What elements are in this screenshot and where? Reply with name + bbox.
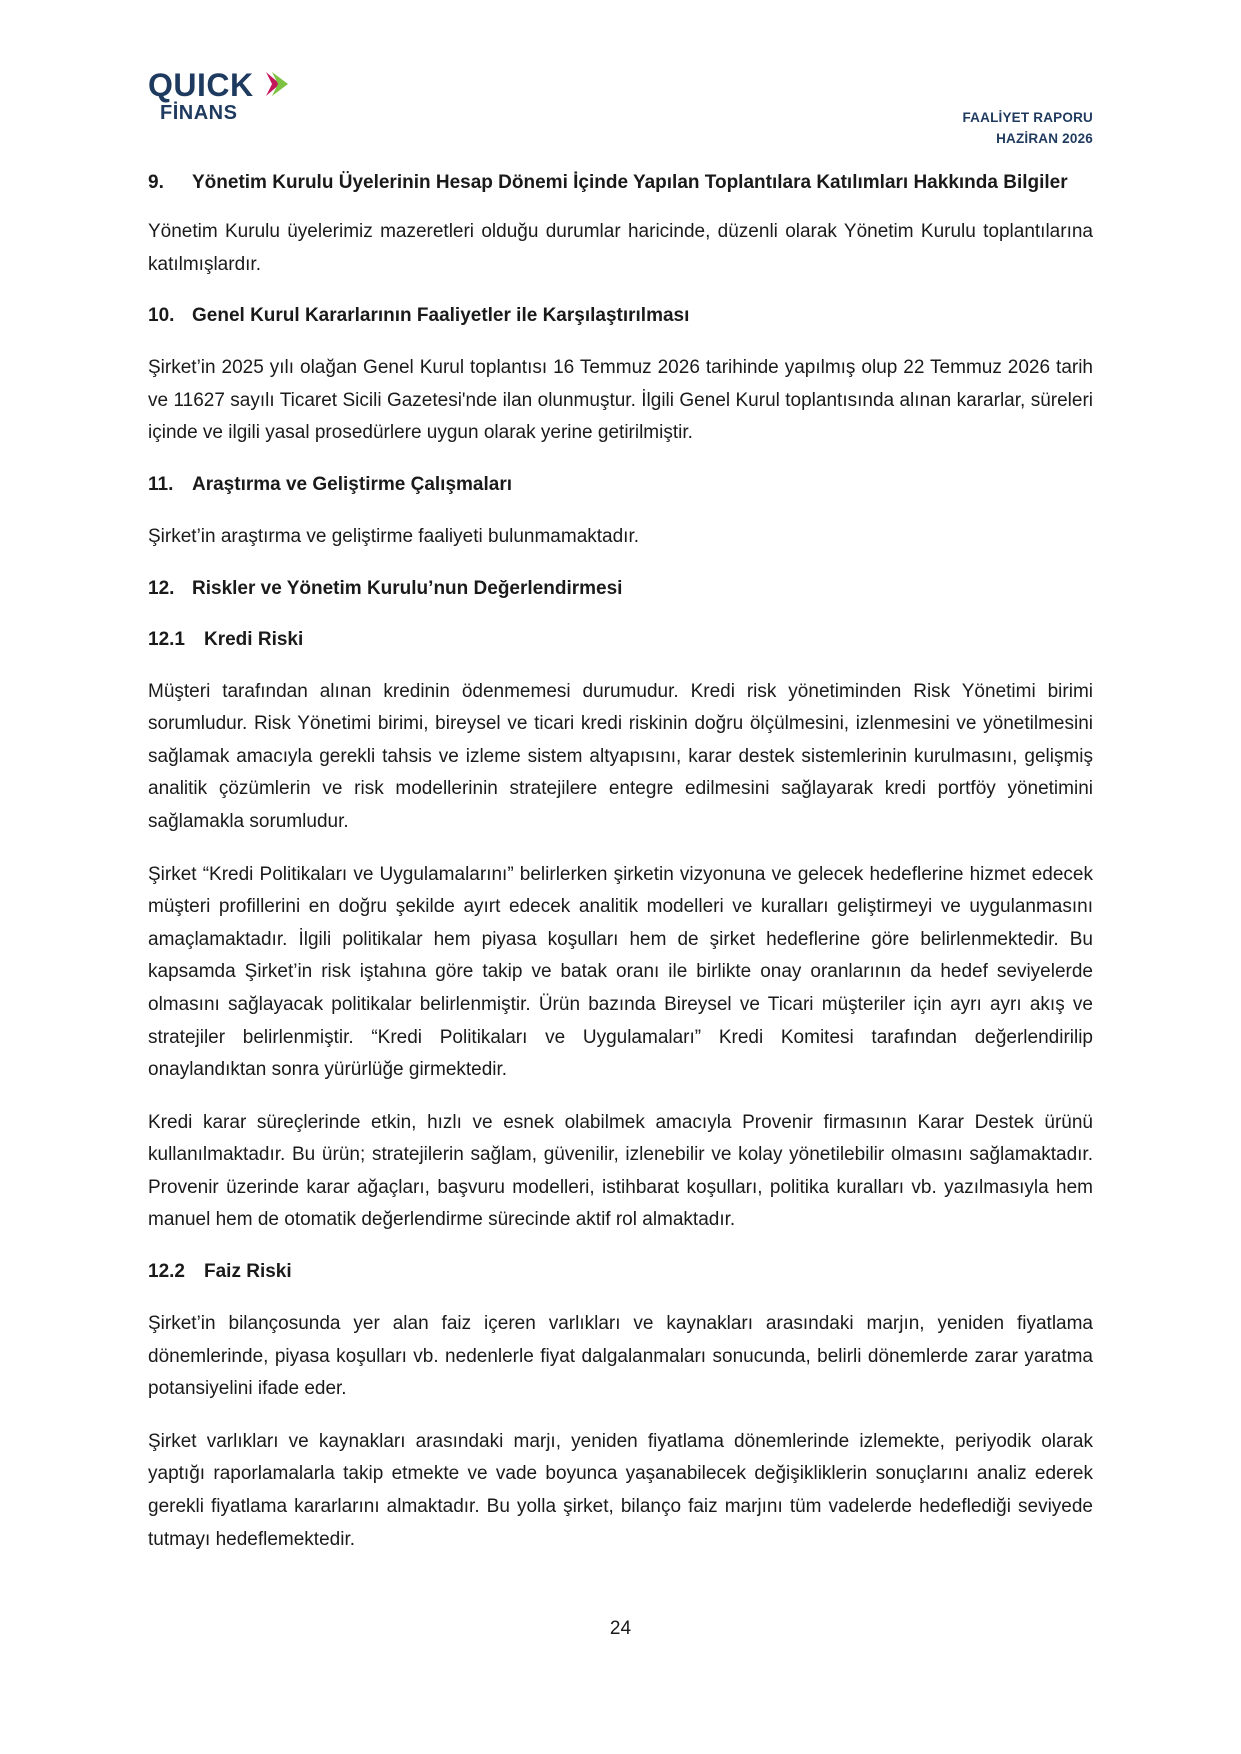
logo-word: QUICK [148, 67, 254, 103]
section-title: Kredi Riski [204, 628, 304, 650]
credit-risk-paragraph-2: Şirket “Kredi Politikaları ve Uygulamalarını” belirlerken şirketin vizyonuna ve gelecek hedeflerine hizmet edecek müşteri profillerini en doğru şekilde ayırt edecek analitik modelleri ve kuralları geliştirmeyi ve uygulanmasını amaçlamaktadır. İlgili politikalar hem piyasa koşulları hem de şirket hedeflerine göre belirlenmektedir. Bu kapsamda Şirket’in risk iştahına göre takip ve batak oranı ile birlikte onay oranlarının da hedef seviyelerde olmasını sağlayacak politikalar belirlenmiştir. Ürün bazında Bireysel ve Ticari müşteriler için ayrı ayrı akış ve stratejiler belirlenmiştir. “Kredi Politikaları ve Uygulamaları” Kredi Komitesi tarafından değerlendirilip onaylandıktan sonra yürürlüğe girmektedir. [148, 863, 1093, 1081]
section-12-heading [148, 574, 1093, 603]
section-number: 9. [148, 172, 164, 193]
report-title: FAALİYET RAPORU [962, 110, 1093, 125]
logo-graphic [148, 66, 298, 128]
section-title: Genel Kurul Kararlarının Faaliyetler ile Karşılaştırılması [192, 305, 690, 327]
credit-risk-paragraph-1: Müşteri tarafından alınan kredinin ödenmemesi durumudur. Kredi risk yönetiminden Risk Yönetimi birimi sorumludur. Risk Yönetimi birimi, bireysel ve ticari kredi riskinin doğru ölçülmesini, izlenmesini ve yönetilmesini sağlamak amacıyla gerekli tahsis ve izleme sistem altyapısını, karar destek sistemlerinin kurulmasını, gelişmiş analitik çözümlerin ve risk modellerinin stratejilere entegre edilmesini sağlayarak kredi portföy yönetimini sağlamakla sorumludur. [148, 680, 1093, 832]
section-10-heading [148, 301, 1093, 330]
page-number: 24 [609, 1618, 632, 1639]
section-9-paragraph: Yönetim Kurulu üyelerimiz mazeretleri olduğu durumlar haricinde, düzenli olarak Yönetim Kurulu toplantılarına katılmışlardır. [148, 221, 1093, 275]
credit-risk-paragraph-3: Kredi karar süreçlerinde etkin, hızlı ve esnek olabilmek amacıyla Provenir firmasının Karar Destek ürünü kullanılmaktadır. Bu ürün; stratejilerin sağlam, güvenilir, izlenebilir ve kolay yönetilebilir olmasını sağlamaktadır. Provenir üzerinde karar ağaçları, başvuru modelleri, istihbarat koşulları, politika kuralları vb. yazılmasıyla hem manuel hem de otomatik değerlendirme sürecinde aktif rol almaktadır. [148, 1111, 1093, 1231]
section-title: Faiz Riski [204, 1261, 292, 1283]
section-number: 11. [148, 473, 174, 495]
section-title: Yönetim Kurulu Üyelerinin Hesap Dönemi İçinde Yapılan Toplantılara Katılımları Hakkında Bilgiler [192, 172, 1068, 193]
section-12-1-heading [148, 625, 1093, 654]
section-10-paragraph: Şirket’in 2025 yılı olağan Genel Kurul toplantısı 16 Temmuz 2026 tarihinde yapılmış olup 22 Temmuz 2026 tarih ve 11627 sayılı Ticaret Sicili Gazetesi'nde ilan olunmuştur. İlgili Genel Kurul toplantısında alınan kararlar, süreleri içinde ve ilgili yasal prosedürlere uygun olarak yerine getirilmiştir. [148, 357, 1093, 444]
chevron-logo-icon [266, 72, 288, 96]
section-number: 12. [148, 577, 175, 599]
section-number: 10. [148, 305, 175, 327]
interest-risk-paragraph-1: Şirket’in bilançosunda yer alan faiz içeren varlıkları ve kaynakları arasındaki marjın, yeniden fiyatlama dönemlerinde, piyasa koşulları vb. nedenlerle fiyat dalgalanmaları sonucunda, belirli dönemlerde zarar yaratma potansiyelini ifade eder. [148, 1313, 1093, 1400]
section-title: Riskler ve Yönetim Kurulu’nun Değerlendirmesi [192, 577, 623, 599]
report-header [962, 107, 1093, 149]
section-11-heading [148, 470, 1093, 499]
section-12-2-heading [148, 1257, 1093, 1286]
section-number: 12.2 [148, 1261, 185, 1283]
section-title: Araştırma ve Geliştirme Çalışmaları [192, 473, 513, 495]
section-number: 12.1 [148, 628, 185, 650]
quick-finans-logo [148, 66, 298, 128]
section-9-heading [148, 168, 1093, 197]
report-date: HAZİRAN 2026 [996, 131, 1093, 146]
document-body [148, 168, 1093, 1556]
logo-subword: FİNANS [160, 102, 238, 124]
interest-risk-paragraph-2: Şirket varlıkları ve kaynakları arasındaki marjı, yeniden fiyatlama dönemlerinde izlemekte, periyodik olarak yaptığı raporlamalarla takip etmekte ve vade boyunca yaşanabilecek değişikliklerin sonuçlarını analiz ederek gerekli fiyatlama kararlarını almaktadır. Bu yolla şirket, bilanço faiz marjını tüm vadelerde hedeflediği seviyede tutmayı hedeflemektedir. [148, 1430, 1093, 1550]
section-11-paragraph: Şirket’in araştırma ve geliştirme faaliyeti bulunmamaktadır. [148, 525, 640, 547]
